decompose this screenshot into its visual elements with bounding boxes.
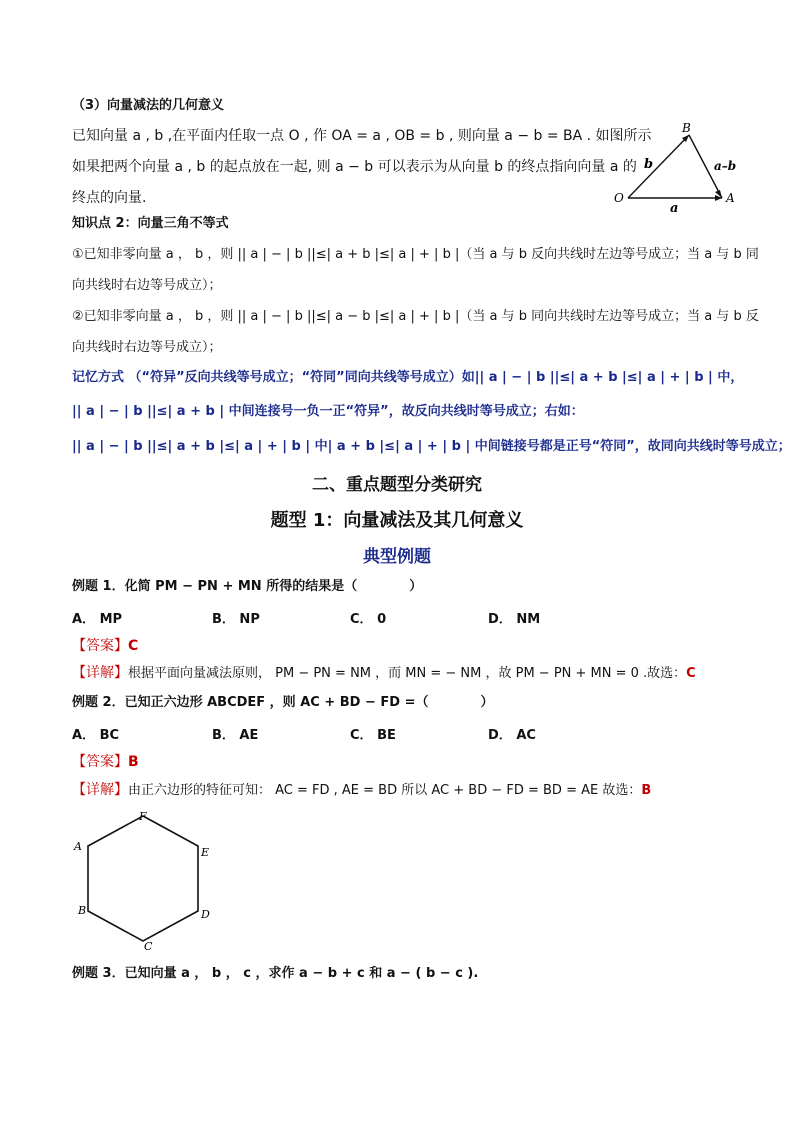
section-heading: （3）向量减法的几何意义 <box>72 98 225 113</box>
answer-value: B <box>128 754 139 770</box>
hexagon-outline <box>88 816 198 941</box>
detail-tag: 【详解】 <box>72 665 128 681</box>
vector-triangle-figure <box>610 118 745 213</box>
option-c: C． BE <box>350 728 396 743</box>
memory-line: 记忆方式 （“符异”反向共线等号成立；“符同”同向共线等号成立）如|| a | − | b ||≤| a + b |≤| a | + | b | 中， <box>72 370 744 385</box>
paragraph-line: ①已知非零向量 a ， b ，则 || a | − | b ||≤| a + b |≤| a | + | b |（当 a 与 b 反向共线时左边等号成立；当 a 与 b 同 <box>72 247 759 262</box>
section-title: 二、重点题型分类研究 <box>312 475 482 495</box>
option-b: B． NP <box>212 612 260 627</box>
vertex-label-B: B <box>78 904 87 917</box>
vertex-label-C: C <box>144 940 153 953</box>
type-title: 题型 1：向量减法及其几何意义 <box>270 510 524 531</box>
examples-title: 典型例题 <box>363 547 431 567</box>
detail-tag: 【详解】 <box>72 782 128 798</box>
knowledge-point-heading: 知识点 2：向量三角不等式 <box>72 216 229 231</box>
paragraph-line: 终点的向量. <box>72 190 147 206</box>
example-question: 例题 3．已知向量 a ， b ， c ，求作 a − b + c 和 a − ( b − c ). <box>72 966 479 981</box>
paragraph-line: 如果把两个向量 a , b 的起点放在一起, 则 a − b 可以表示为从向量 b 的终点指向向量 a 的 <box>72 159 637 175</box>
option-c: C． 0 <box>350 612 387 627</box>
hexagon-figure <box>70 808 220 953</box>
answer-row <box>72 636 138 656</box>
memory-line: || a | − | b ||≤| a + b |≤| a | + | b | 中| a + b |≤| a | + | b | 中间链接号都是正号“符同”，故同向共线时等号成立； <box>72 439 791 454</box>
detail-row <box>72 663 696 684</box>
detail-answer: B <box>641 783 652 798</box>
option-a: A． MP <box>72 612 123 627</box>
vector-label-b: b <box>644 157 654 172</box>
point-label-O: O <box>614 191 624 205</box>
detail-text: 由正六边形的特征可知： AC = FD , AE = BD 所以 AC + BD − FD = BD = AE 故选： <box>128 783 642 798</box>
paragraph-line: 已知向量 a , b ,在平面内任取一点 O , 作 OA = a , OB = b , 则向量 a − b = BA . 如图所示 <box>72 128 652 144</box>
point-label-A: A <box>726 191 735 205</box>
paragraph-line: 向共线时右边等号成立）； <box>72 340 222 355</box>
answer-tag: 【答案】 <box>72 638 128 654</box>
paragraph-line: ②已知非零向量 a ， b ，则 || a | − | b ||≤| a − b |≤| a | + | b |（当 a 与 b 同向共线时左边等号成立；当 a 与 b 反 <box>72 309 759 324</box>
vertex-label-A: A <box>74 840 82 853</box>
option-d: D． NM <box>488 612 541 627</box>
point-label-B: B <box>682 121 691 135</box>
vector-b-arrow <box>628 135 689 198</box>
vector-label-a: a <box>670 201 679 213</box>
option-d: D． AC <box>488 728 536 743</box>
vertex-label-F: F <box>139 810 147 823</box>
example-question: 例题 2．已知正六边形 ABCDEF ，则 AC + BD − FD =（ ） <box>72 695 494 710</box>
detail-text: 根据平面向量减法原则， PM − PN = NM ，而 MN = − NM ，故 PM − PN + MN = 0 .故选： <box>128 666 687 681</box>
vector-label-a-minus-b: a–b <box>714 159 737 173</box>
detail-row <box>72 780 651 801</box>
memory-line: || a | − | b ||≤| a + b | 中间连接号一负一正“符异”，故反向共线时等号成立；右如： <box>72 404 584 419</box>
option-b: B． AE <box>212 728 259 743</box>
paragraph-line: 向共线时右边等号成立）； <box>72 278 222 293</box>
answer-row <box>72 752 139 772</box>
option-a: A． BC <box>72 728 120 743</box>
vertex-label-D: D <box>201 908 210 921</box>
answer-tag: 【答案】 <box>72 754 128 770</box>
answer-value: C <box>128 638 139 654</box>
vertex-label-E: E <box>201 846 210 859</box>
example-question: 例题 1．化简 PM − PN + MN 所得的结果是（ ） <box>72 579 423 594</box>
detail-answer: C <box>686 666 696 681</box>
